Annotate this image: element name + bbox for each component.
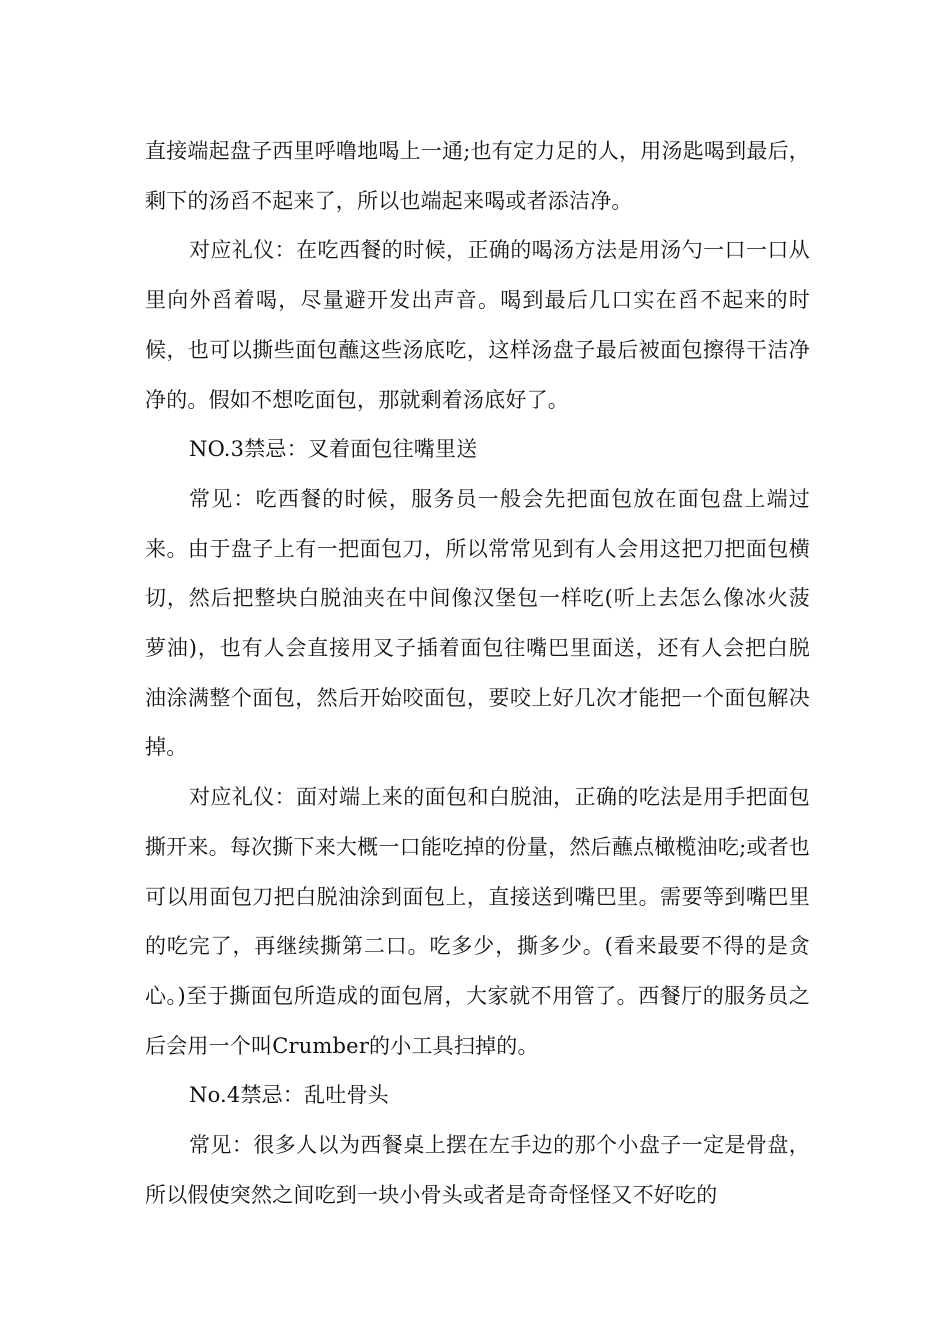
paragraph-soup-etiquette: 对应礼仪：在吃西餐的时候，正确的喝汤方法是用汤勺一口一口从里向外舀着喝，尽量避开发出声音。喝到最后几口实在舀不起来的时候，也可以撕些面包蘸这些汤底吃，这样汤盘子最后被面包擦得干洁净净的。假如不想吃面包，那就剩着汤底好了。 — [145, 238, 810, 412]
document-body — [145, 127, 810, 1220]
section-heading-no4: No.4禁忌：乱吐骨头 — [189, 1083, 389, 1108]
paragraph-bread-etiquette: 对应礼仪：面对端上来的面包和白脱油，正确的吃法是用手把面包撕开来。每次撕下来大概一口能吃掉的份量，然后蘸点橄榄油吃;或者也可以用面包刀把白脱油涂到面包上，直接送到嘴巴里。需要等到嘴巴里的吃完了，再继续撕第二口。吃多少，撕多少。(看来最要不得的是贪心。)至于撕面包所造成的面包屑，大家就不用管了。西餐厅的服务员之后会用一个叫Crumber的小工具扫掉的。 — [145, 785, 810, 1058]
paragraph-bread-common: 常见：吃西餐的时候，服务员一般会先把面包放在面包盘上端过来。由于盘子上有一把面包刀，所以常常见到有人会用这把刀把面包横切，然后把整块白脱油夹在中间像汉堡包一样吃(听上去怎么像冰火菠萝油)，也有人会直接用叉子插着面包往嘴巴里面送，还有人会把白脱油涂满整个面包，然后开始咬面包，要咬上好几次才能把一个面包解决掉。 — [145, 486, 810, 760]
paragraph-soup-continuation: 直接端起盘子西里呼噜地喝上一通;也有定力足的人，用汤匙喝到最后，剩下的汤舀不起来了，所以也端起来喝或者添洁净。 — [145, 139, 810, 213]
section-heading-no3: NO.3禁忌：叉着面包往嘴里送 — [189, 437, 478, 462]
paragraph-bones-common: 常见：很多人以为西餐桌上摆在左手边的那个小盘子一定是骨盘，所以假使突然之间吃到一块小骨头或者是奇奇怪怪又不好吃的 — [145, 1133, 810, 1207]
